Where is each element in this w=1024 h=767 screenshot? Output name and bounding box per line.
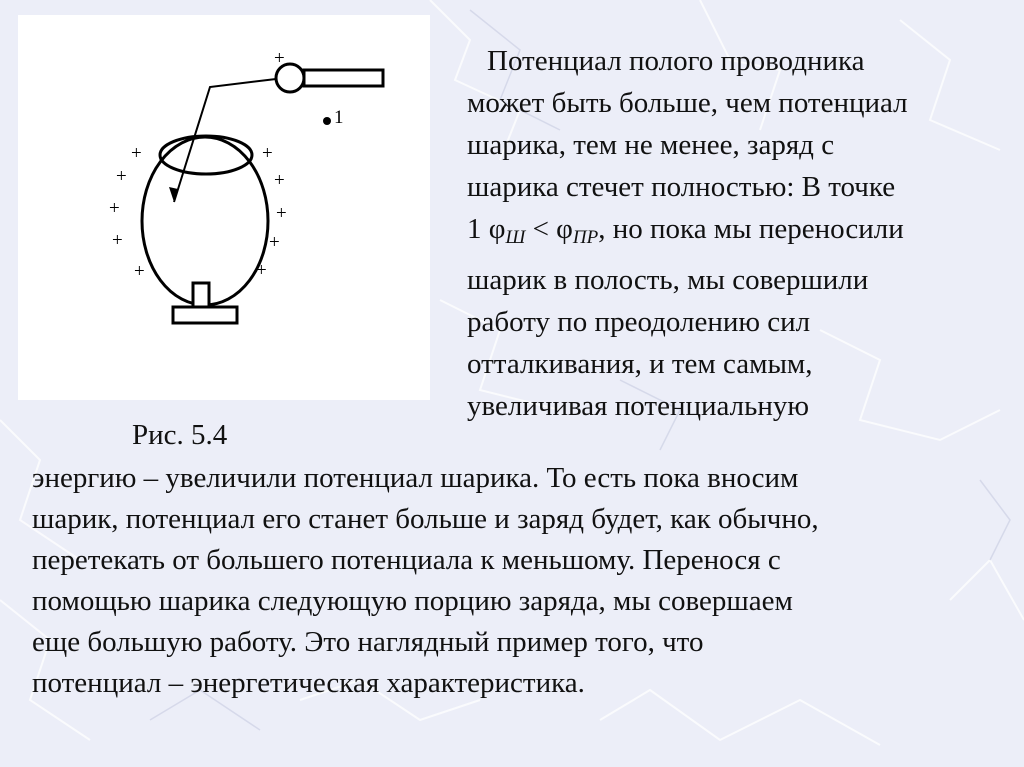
text-line: может быть больше, чем потенциал: [467, 87, 908, 119]
figure-caption: Рис. 5.4: [132, 419, 228, 451]
point-1-dot: [323, 117, 331, 125]
text-line: шарик, потенциал его станет больше и заряд будет, как обычно,: [32, 503, 819, 535]
plus-sign: +: [274, 170, 285, 191]
plus-sign: +: [134, 261, 145, 282]
probe-handle: [304, 70, 383, 86]
stand-stem: [193, 283, 209, 309]
text-line: еще большую работу. Это наглядный пример того, что: [32, 626, 704, 658]
charge-signs: [109, 48, 287, 282]
plus-sign: +: [131, 143, 142, 164]
point-1-label: 1: [334, 107, 344, 128]
plus-sign: +: [269, 232, 280, 253]
sphere-opening: [160, 136, 252, 174]
stand-base: [173, 307, 237, 323]
formula-suffix: , но пока мы переносили: [598, 213, 904, 245]
bottom-paragraph: [32, 458, 1012, 704]
plus-sign: +: [116, 166, 127, 187]
figure-panel: [18, 15, 430, 400]
text-line: перетекать от большего потенциала к меньшому. Перенося с: [32, 544, 781, 576]
text-line: энергию – увеличили потенциал шарика. То есть пока вносим: [32, 462, 799, 494]
text-line: работу по преодолению сил: [467, 306, 811, 338]
subscript-conductor: ПР: [572, 227, 599, 248]
text-line: отталкивания, и тем самым,: [467, 348, 813, 380]
text-line: шарика, тем не менее, заряд с: [467, 129, 835, 161]
subscript-ball: Ш: [505, 227, 526, 248]
text-line: помощью шарика следующую порцию заряда, мы совершаем: [32, 585, 793, 617]
text-line: шарика стечет полностью: В точке: [467, 171, 896, 203]
plus-sign: +: [276, 203, 287, 224]
text-line: шарик в полость, мы совершили: [467, 264, 869, 296]
top-paragraph: [467, 40, 1012, 427]
text-line: увеличивая потенциальную: [467, 390, 810, 422]
formula-prefix: 1 φ: [467, 213, 506, 245]
formula-relation: < φ: [525, 213, 573, 245]
plus-sign: +: [112, 230, 123, 251]
plus-sign: +: [274, 48, 285, 69]
plus-sign: +: [109, 198, 120, 219]
text-line: Потенциал полого проводника: [487, 45, 865, 77]
plus-sign: +: [262, 143, 273, 164]
text-line: потенциал – энергетическая характеристика.: [32, 667, 585, 699]
formula-line: [467, 208, 1012, 259]
hollow-conductor-diagram: [18, 15, 430, 400]
plus-sign: +: [256, 260, 267, 281]
